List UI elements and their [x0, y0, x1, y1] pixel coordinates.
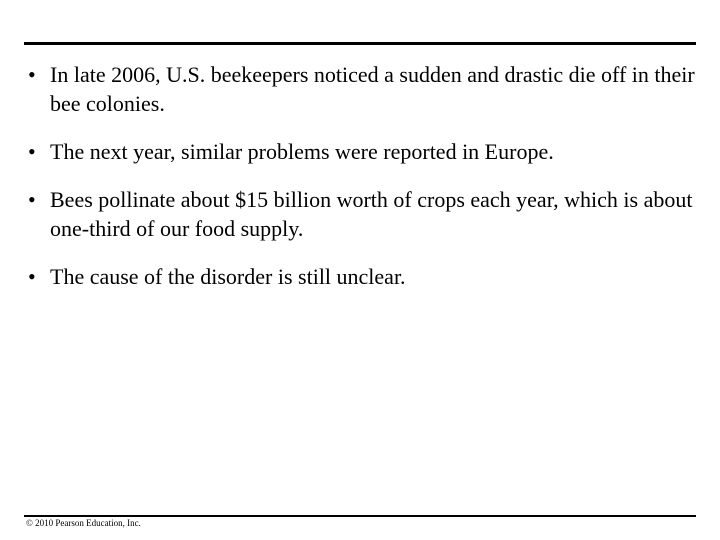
bullet-icon: •: [28, 264, 36, 289]
bottom-divider: [24, 515, 696, 517]
bullet-item: [28, 137, 698, 166]
bullet-icon: •: [28, 139, 36, 164]
bullet-item: [28, 60, 698, 118]
bullet-text: The cause of the disorder is still unclear.: [50, 264, 406, 289]
bullet-list: [28, 60, 698, 310]
bullet-text: In late 2006, U.S. beekeepers noticed a sudden and drastic die off in their bee colonies.: [50, 62, 695, 116]
copyright-footer: © 2010 Pearson Education, Inc.: [26, 518, 141, 528]
bullet-text: Bees pollinate about $15 billion worth of crops each year, which is about one-third of our food supply.: [50, 187, 693, 241]
bullet-text: The next year, similar problems were reported in Europe.: [50, 139, 554, 164]
bullet-item: [28, 262, 698, 291]
bullet-icon: •: [28, 187, 36, 212]
bullet-icon: •: [28, 62, 36, 87]
top-divider: [24, 42, 696, 45]
bullet-item: [28, 185, 698, 243]
